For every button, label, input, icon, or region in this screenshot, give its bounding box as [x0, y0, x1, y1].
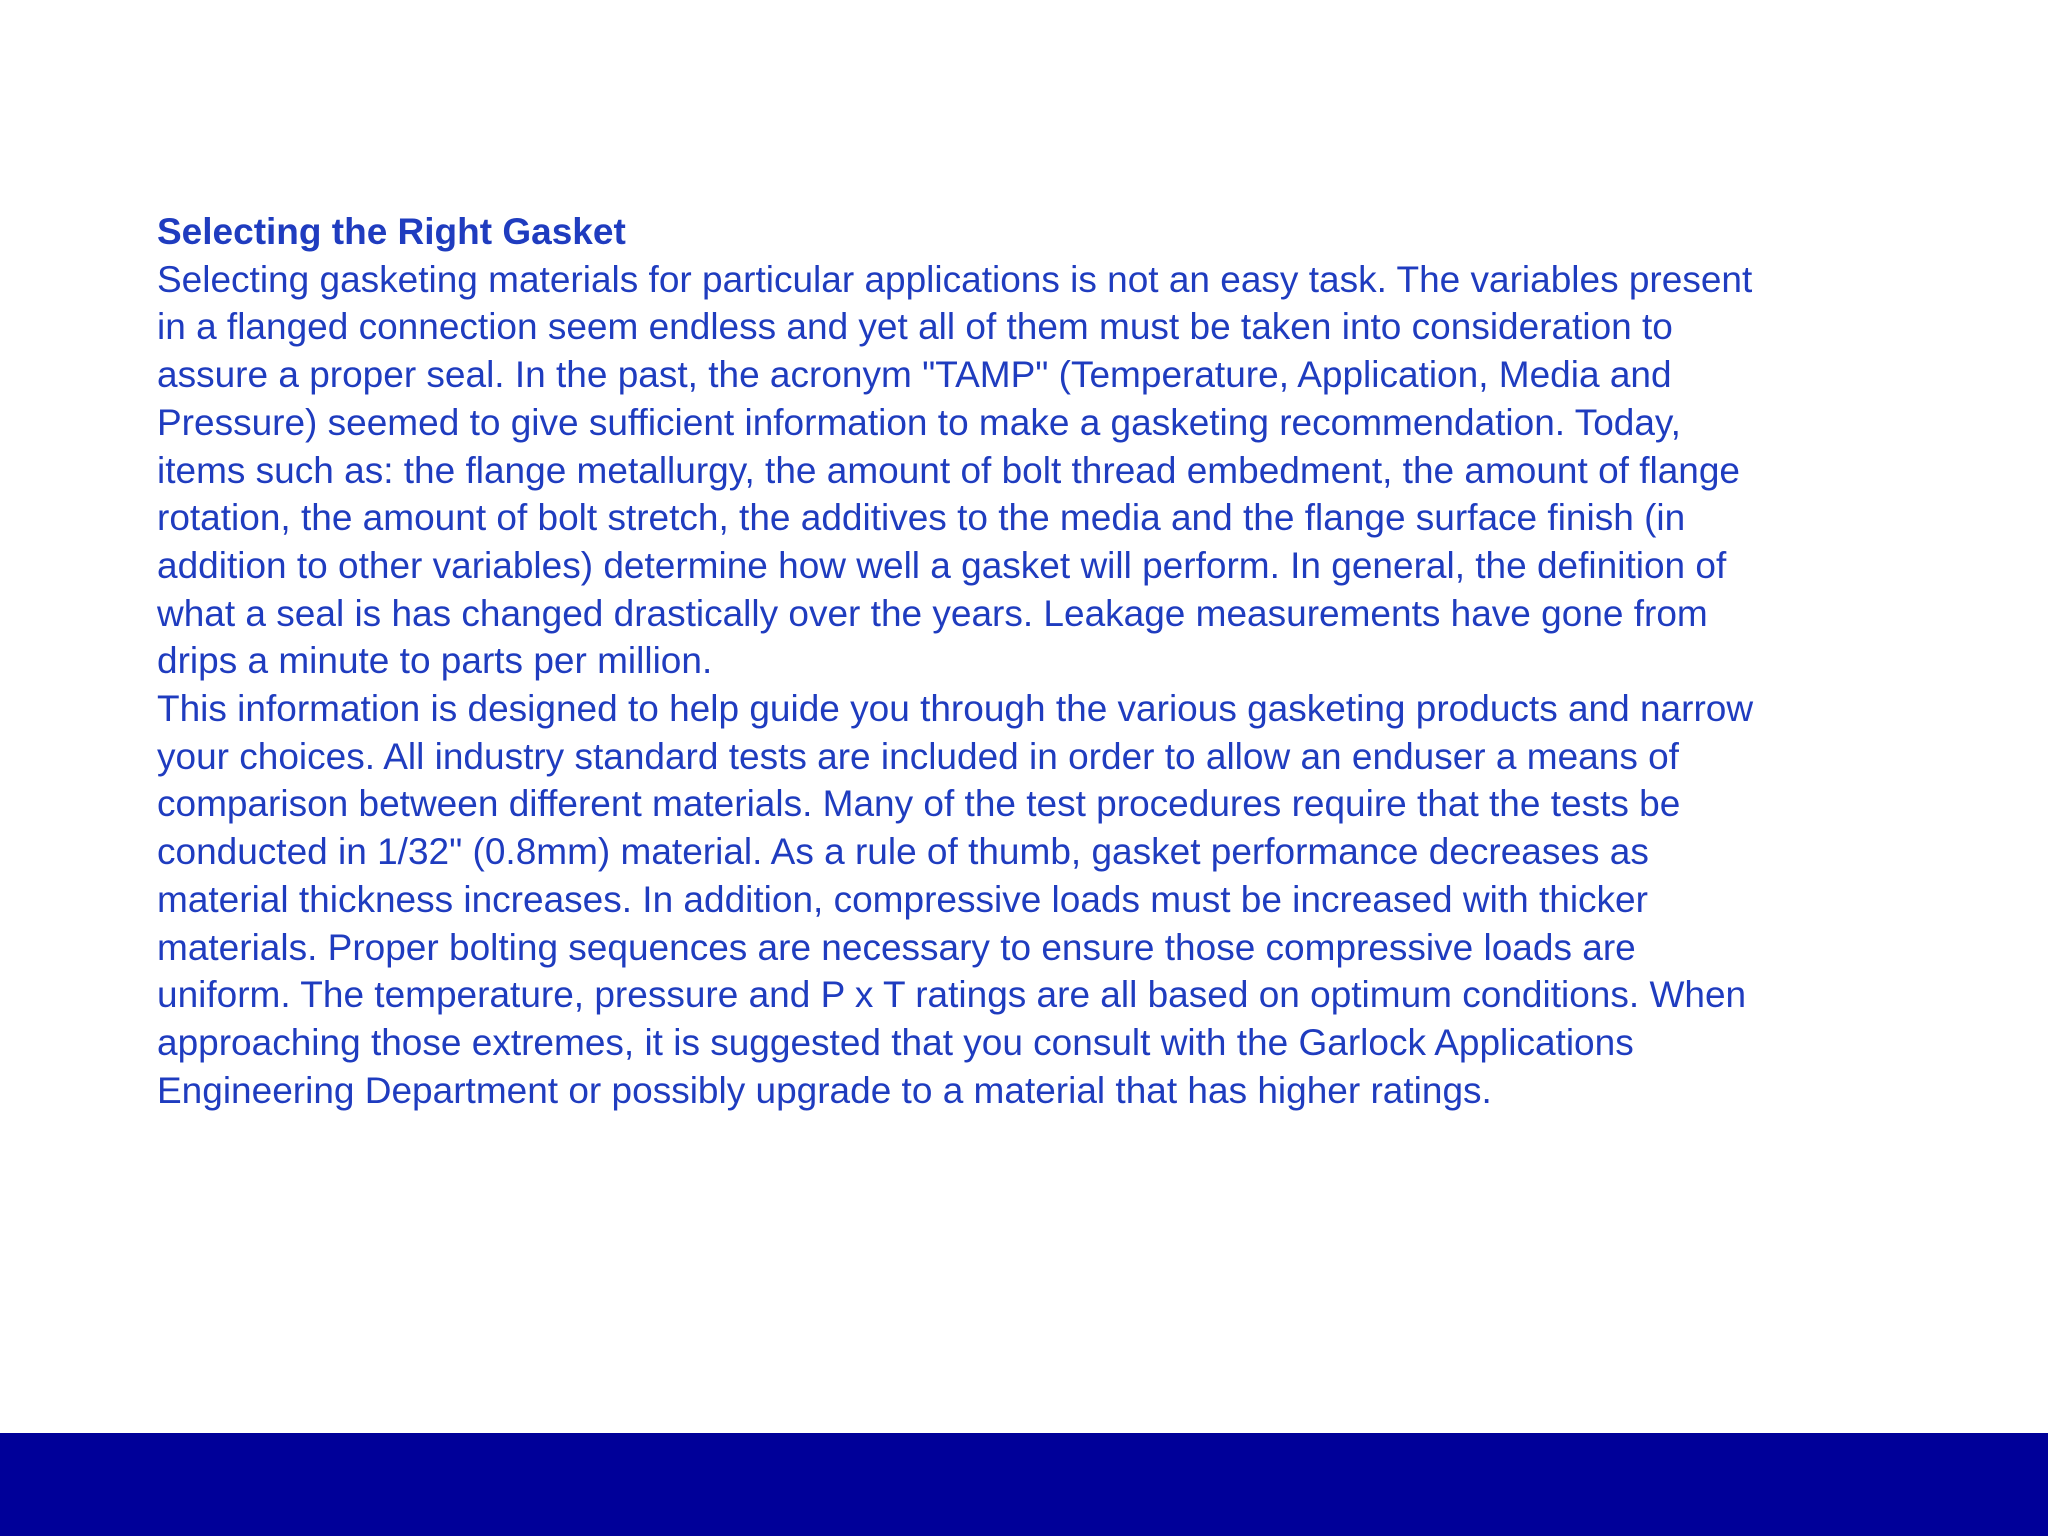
document-body	[157, 208, 1777, 1114]
footer-bar	[0, 1433, 2048, 1536]
paragraph-2: This information is designed to help guide you through the various gasketing products and narrow your choices. All industry standard tests are included in order to allow an enduser a means of comparison between different materials. Many of the test procedures require that the tests be conducted in 1/32" (0.8mm) material. As a rule of thumb, gasket performance decreases as material thickness increases. In addition, compressive loads must be increased with thicker materials. Proper bolting sequences are necessary to ensure those compressive loads are uniform. The temperature, pressure and P x T ratings are all based on optimum conditions. When approaching those extremes, it is suggested that you consult with the Garlock Applications Engineering Department or possibly upgrade to a material that has higher ratings.	[157, 688, 1754, 1111]
paragraph-1: Selecting gasketing materials for particular applications is not an easy task. The variables present in a flanged connection seem endless and yet all of them must be taken into consideration to assure a proper seal. In the past, the acronym "TAMP" (Temperature, Application, Media and Pressure) seemed to give sufficient information to make a gasketing recommendation. Today, items such as: the flange metallurgy, the amount of bolt thread embedment, the amount of flange rotation, the amount of bolt stretch, the additives to the media and the flange surface finish (in addition to other variables) determine how well a gasket will perform. In general, the definition of what a seal is has changed drastically over the years. Leakage measurements have gone from drips a minute to parts per million.	[157, 258, 1753, 682]
page-title: Selecting the Right Gasket	[157, 211, 626, 252]
